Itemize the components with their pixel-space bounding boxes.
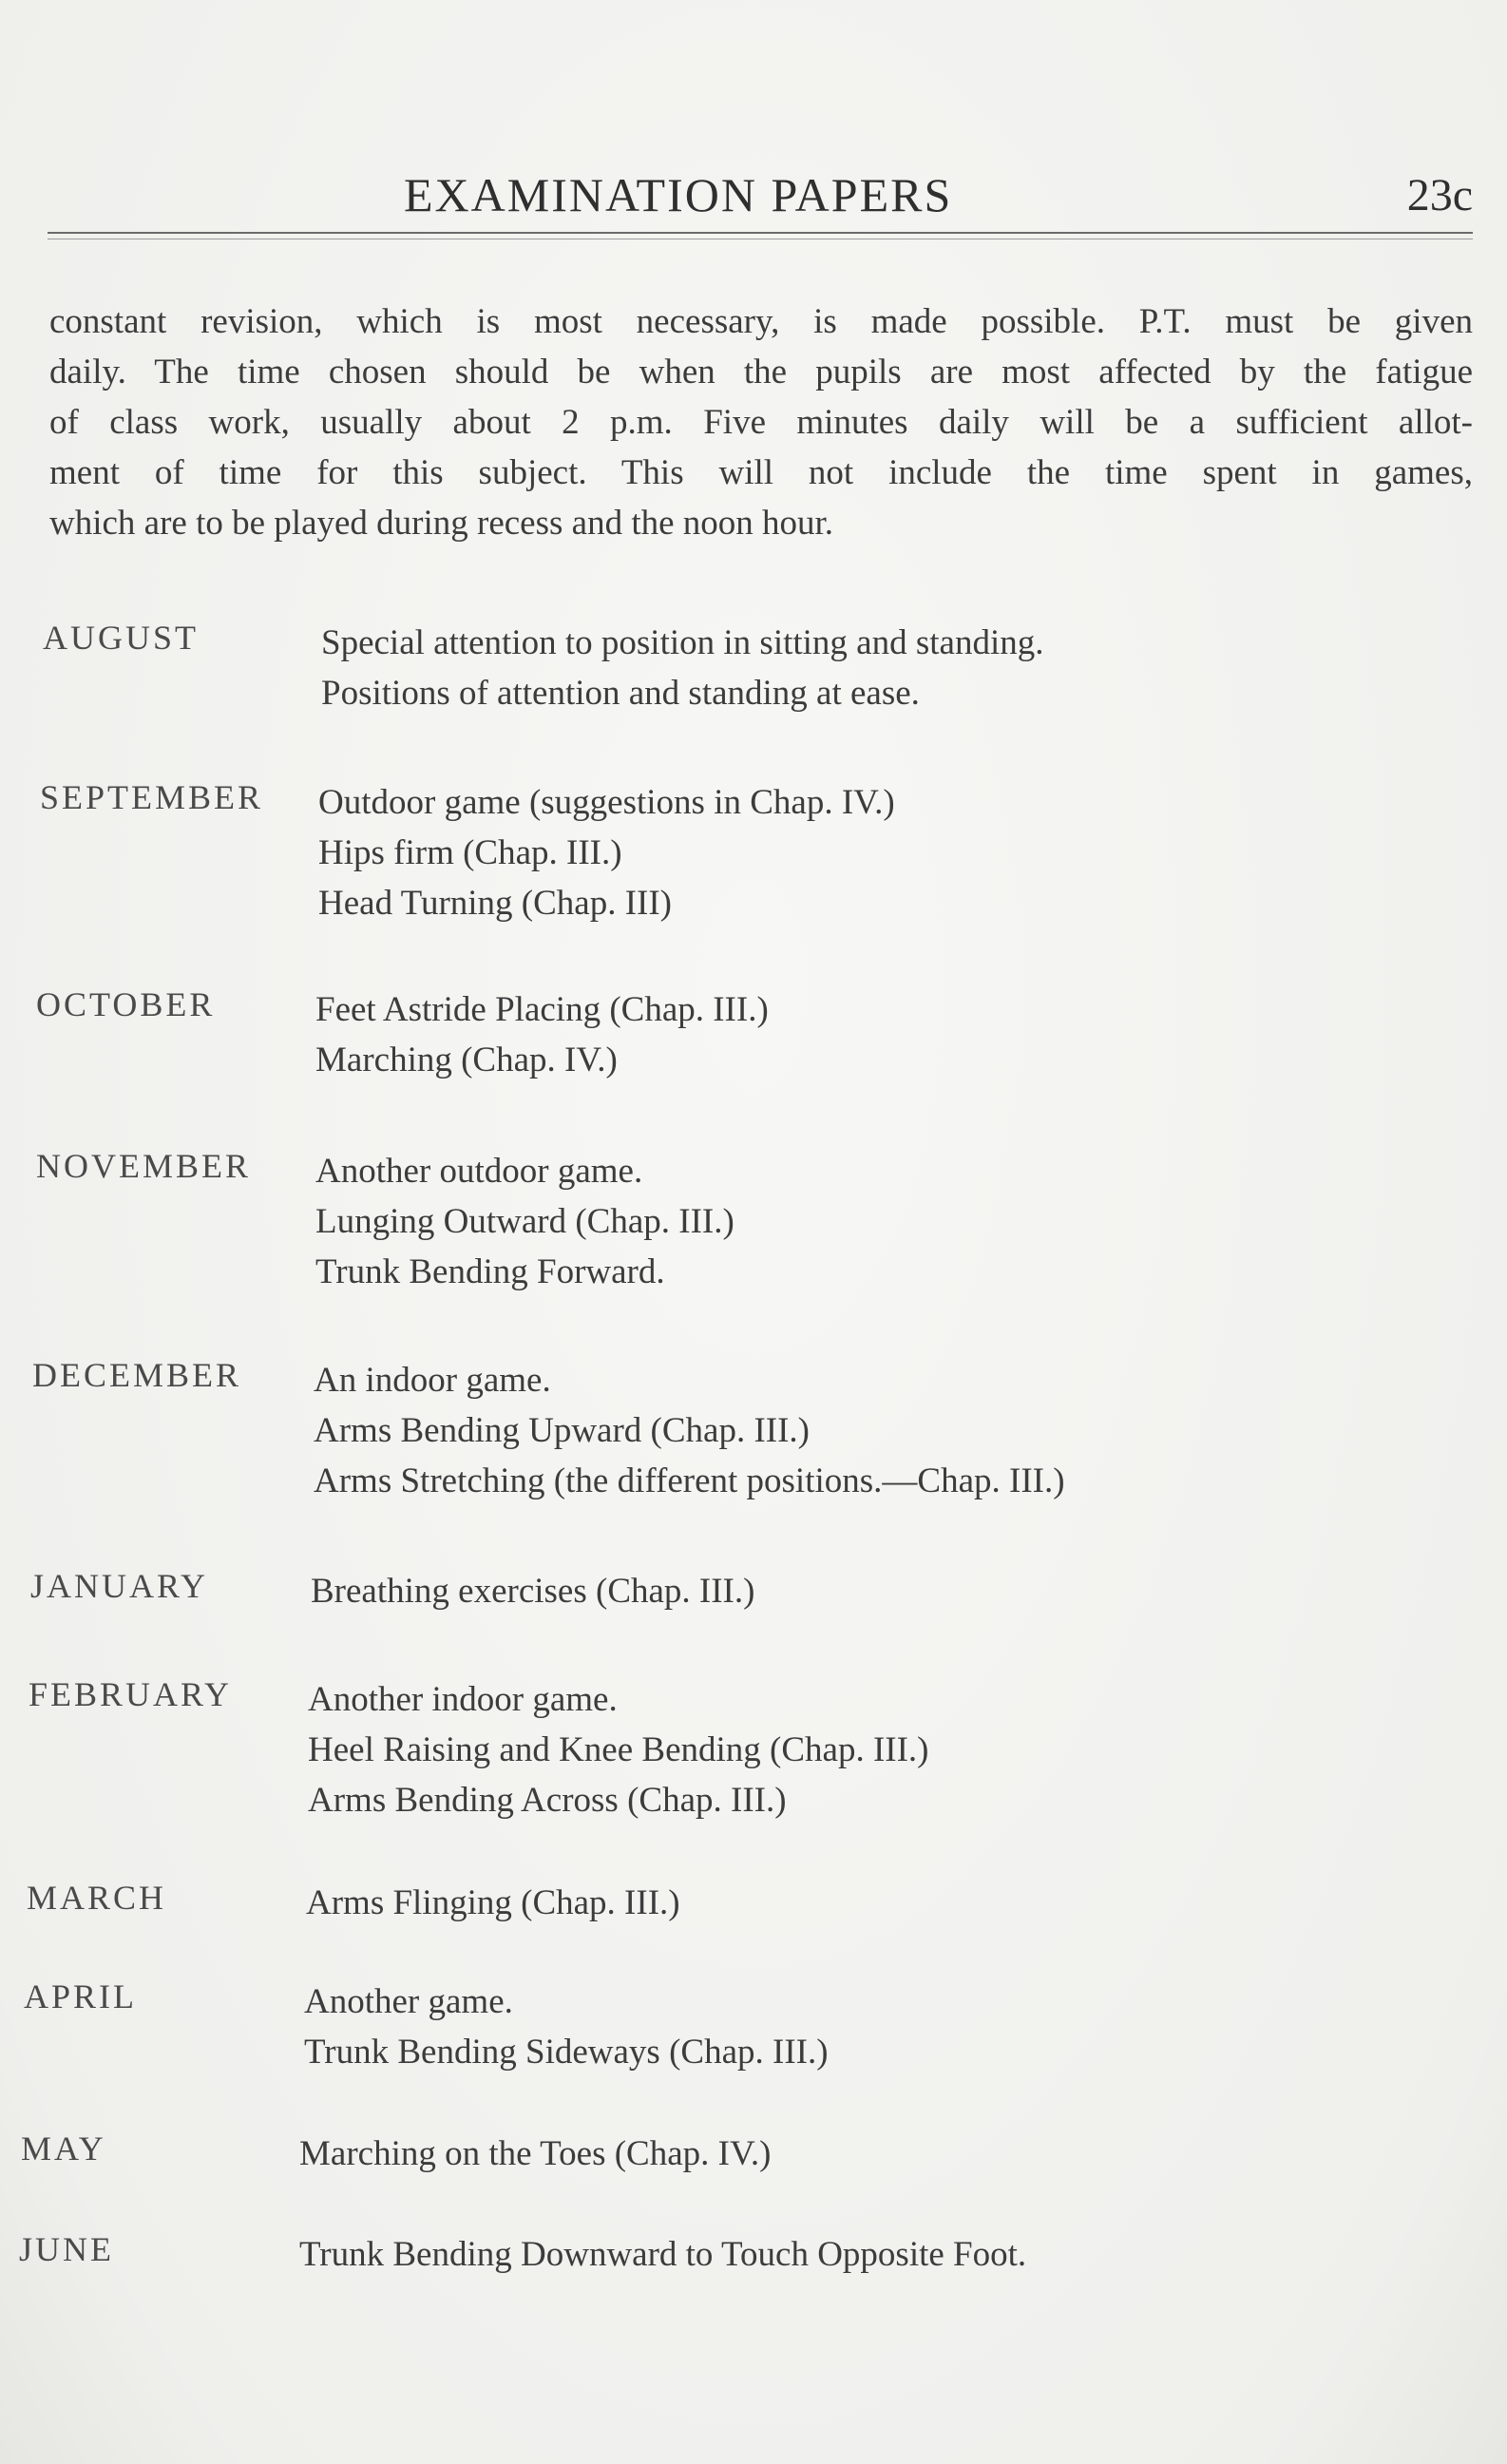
month-activities (306, 1878, 680, 1928)
activity-item: Feet Astride Placing (Chap. III.) (315, 990, 769, 1029)
activity-item: Another game. (304, 1982, 513, 2021)
intro-paragraph (49, 296, 1473, 548)
activity-item: Trunk Bending Sideways (Chap. III.) (304, 2033, 829, 2072)
activity-item: Outdoor game (suggestions in Chap. IV.) (318, 783, 895, 822)
month-name: DECEMBER (32, 1356, 242, 1394)
activity-item: Lunging Outward (Chap. III.) (315, 1202, 734, 1241)
intro-line: ment of time for this subject. This will not include the time spent in games, (49, 453, 1473, 492)
activity-item: Positions of attention and standing at ease. (321, 674, 920, 713)
month-name: FEBRUARY (29, 1675, 233, 1713)
month-name: MARCH (27, 1879, 167, 1917)
activity-item: Arms Stretching (the different positions.—Chap. III.) (314, 1461, 1065, 1500)
activity-item: Trunk Bending Forward. (315, 1252, 665, 1291)
activity-item: Special attention to position in sitting and standing. (321, 623, 1044, 662)
month-activities (304, 1977, 829, 2077)
page-title: EXAMINATION PAPERS (404, 168, 953, 221)
activity-item: Heel Raising and Knee Bending (Chap. III.) (308, 1730, 929, 1769)
month-activities (299, 2129, 771, 2179)
month-activities (318, 777, 895, 928)
activity-item: Arms Bending Upward (Chap. III.) (314, 1411, 810, 1450)
intro-line: constant revision, which is most necessary, is made possible. P.T. must be given (49, 302, 1473, 341)
intro-line: which are to be played during recess and the noon hour. (49, 504, 834, 543)
page-number: 23c (1406, 170, 1473, 220)
activity-item: Another indoor game. (308, 1680, 618, 1719)
month-activities (311, 1566, 754, 1616)
activity-item: Hips firm (Chap. III.) (318, 833, 622, 872)
month-name: OCTOBER (36, 985, 216, 1023)
activity-item: Marching (Chap. IV.) (315, 1041, 618, 1079)
month-activities (308, 1674, 928, 1825)
activity-item: Arms Flinging (Chap. III.) (306, 1883, 680, 1922)
activity-item: Trunk Bending Downward to Touch Opposite Foot. (299, 2235, 1027, 2274)
month-name: JUNE (19, 2230, 114, 2268)
activity-item: Another outdoor game. (315, 1152, 643, 1191)
month-name: MAY (21, 2130, 106, 2168)
month-name: APRIL (24, 1977, 138, 2015)
intro-line: of class work, usually about 2 p.m. Five minutes daily will be a sufficient allot- (49, 403, 1473, 442)
month-activities (299, 2229, 1026, 2280)
month-name: SEPTEMBER (40, 778, 264, 816)
activity-item: Breathing exercises (Chap. III.) (311, 1572, 755, 1611)
month-name: AUGUST (43, 619, 200, 657)
month-activities (315, 984, 769, 1085)
running-header (48, 160, 1473, 226)
month-activities (314, 1355, 1065, 1506)
header-rule (48, 232, 1473, 234)
month-name: JANUARY (30, 1567, 209, 1605)
activity-item: Arms Bending Across (Chap. III.) (308, 1781, 787, 1820)
activity-item: Marching on the Toes (Chap. IV.) (299, 2134, 772, 2173)
month-activities (315, 1146, 734, 1297)
month-name: NOVEMBER (36, 1147, 252, 1185)
activity-item: Head Turning (Chap. III) (318, 884, 673, 923)
activity-item: An indoor game. (314, 1361, 551, 1400)
intro-line: daily. The time chosen should be when the pupils are most affected by the fatigue (49, 353, 1473, 392)
month-activities (321, 618, 1044, 718)
